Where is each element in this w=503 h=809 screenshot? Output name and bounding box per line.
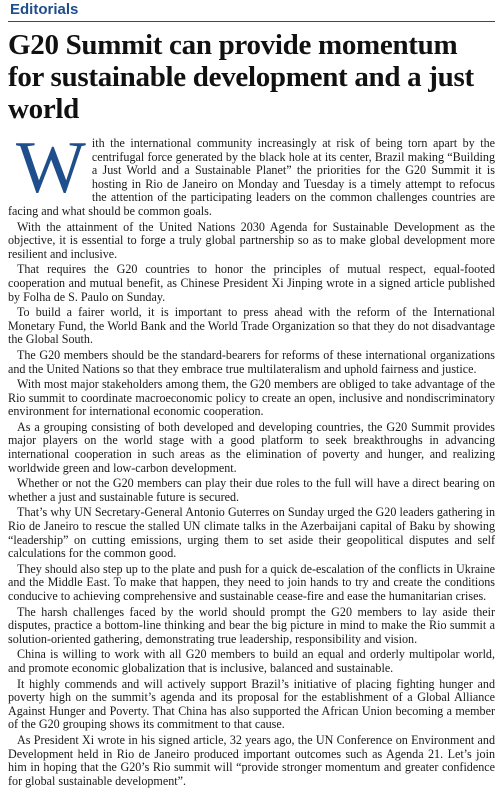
article-paragraph: That’s why UN Secretary-General Antonio Guterres on Sunday urged the G20 leaders gathering in Rio de Janeiro to rescue the stalled UN climate talks in the Azerbaijani capital of Baku by showing “leadership” on cutting emissions, urging them to set aside their geopolitical disputes and self calculations for the common good. (8, 505, 495, 561)
article-paragraph: It highly commends and will actively support Brazil’s initiative of placing fighting hunger and poverty high on the summit’s agenda and its proposal for the establishment of a Global Alliance Against Hunger and Poverty. That China has also supported the African Union becoming a member of the G20 grouping shows its commitment to that cause. (8, 676, 495, 732)
article-paragraph: That requires the G20 countries to honor the principles of mutual respect, equal-footed cooperation and mutual benefit, as Chinese President Xi Jinping wrote in a signed article published by Folha de S. Paulo on Sunday. (8, 262, 495, 304)
article-paragraph: To build a fairer world, it is important to press ahead with the reform of the International Monetary Fund, the World Bank and the World Trade Organization so that they do not disadvantage the Global South. (8, 305, 495, 347)
drop-cap: W (16, 127, 86, 209)
article-paragraph: They should also step up to the plate and push for a quick de-escalation of the conflicts in Ukraine and the Middle East. To make that happen, they need to join hands to try and create the conditions conducive to achieving comprehensive and sustainable cease-fire and ease the humanitarian crises. (8, 561, 495, 603)
headline: G20 Summit can provide momentum for sustainable development and a just world (8, 29, 474, 125)
article-body (8, 127, 495, 788)
article-paragraph: With most major stakeholders among them, the G20 members are obliged to take advantage of the Rio summit to coordinate macroeconomic policy to create an open, inclusive and nondiscriminatory environment for international economic cooperation. (8, 377, 495, 419)
first-paragraph-text: ith the international community increasingly at risk of being torn apart by the centrifugal force generated by the black hole at its center, Brazil making “Building a Just World and a Sustainable Planet” the priorities for the G20 Summit it is hosting in Rio de Janeiro on Monday and Tuesday is a timely attempt to refocus the attention of the participating leaders on the common challenges countries are facing and what should be common goals. (8, 136, 495, 218)
article-paragraph: With the attainment of the United Nations 2030 Agenda for Sustainable Development as the objective, it is essential to forge a truly global partnership so as to make global development more resilient and inclusive. (8, 219, 495, 261)
article-paragraph: Whether or not the G20 members can play their due roles to the full will have a direct bearing on whether a just and sustainable future is secured. (8, 476, 495, 504)
section-divider (8, 21, 495, 22)
section-label: Editorials (10, 1, 79, 18)
article-paragraph: China is willing to work with all G20 members to build an equal and orderly multipolar world, and promote economic globalization that is inclusive, balanced and sustainable. (8, 647, 495, 675)
article-paragraph: The harsh challenges faced by the world should prompt the G20 members to lay aside their disputes, practice a bottom-line thinking and bear the big picture in mind to make the Rio summit a solution-oriented gathering, demonstrating true leadership, responsibility and vision. (8, 604, 495, 646)
article-paragraph-1 (8, 127, 495, 219)
article-paragraph: The G20 members should be the standard-bearers for reforms of these international organizations and the United Nations so that they embrace true multilateralism and uphold fairness and justice. (8, 347, 495, 376)
article-paragraph: As a grouping consisting of both developed and developing countries, the G20 Summit provides major players on the world stage with a good platform to seek breakthroughs in advancing international cooperation in such areas as the elimination of poverty and hunger, and realizing worldwide green and low-carbon development. (8, 419, 495, 475)
article-paragraph: As President Xi wrote in his signed article, 32 years ago, the UN Conference on Environment and Development held in Rio de Janeiro produced important outcomes such as Agenda 21. Let’s join him in hoping that the G20’s Rio summit will “provide stronger momentum and greater confidence for global sustainable development”. (8, 732, 495, 788)
